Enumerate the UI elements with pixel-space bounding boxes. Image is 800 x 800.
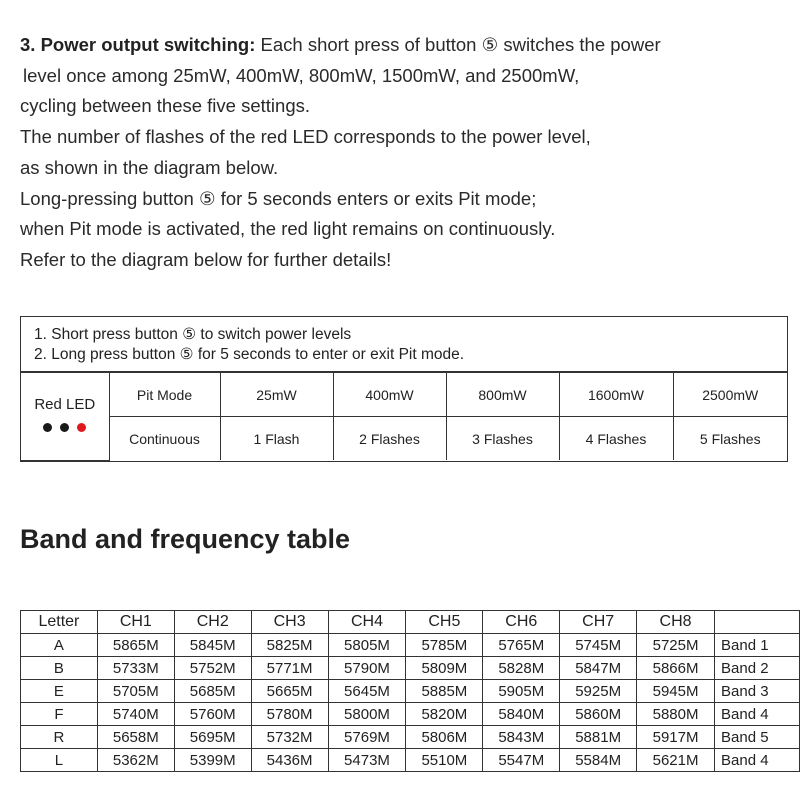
power-header-cell: Pit Mode <box>109 373 220 417</box>
power-header-cell: 2500mW <box>673 373 787 417</box>
table-row <box>21 749 800 772</box>
frequency-cell: 5806M <box>406 726 483 749</box>
frequency-cell: 5785M <box>406 634 483 657</box>
power-value-row <box>21 417 787 461</box>
led-indicator-dots <box>43 423 86 432</box>
frequency-cell: 5925M <box>560 680 637 703</box>
power-level-table <box>20 316 788 462</box>
led-dot-icon <box>60 423 69 432</box>
frequency-cell: 5769M <box>328 726 406 749</box>
frequency-cell: 5732M <box>251 726 328 749</box>
frequency-cell: 5780M <box>251 703 328 726</box>
frequency-cell: 5685M <box>174 680 251 703</box>
frequency-cell: 5880M <box>637 703 715 726</box>
instruction-line: cycling between these five settings. <box>20 95 310 117</box>
column-header: CH7 <box>560 611 637 634</box>
frequency-cell: 5771M <box>251 657 328 680</box>
column-header: CH4 <box>328 611 406 634</box>
power-header-cell: 400mW <box>333 373 446 417</box>
frequency-cell: 5945M <box>637 680 715 703</box>
led-dot-icon <box>43 423 52 432</box>
power-value-cell: 5 Flashes <box>673 417 787 461</box>
frequency-cell: 5825M <box>251 634 328 657</box>
band-name-cell: Band 3 <box>715 680 800 703</box>
frequency-cell: 5800M <box>328 703 406 726</box>
led-dot-icon <box>77 423 86 432</box>
power-value-cell: 3 Flashes <box>446 417 559 461</box>
red-led-label: Red LED <box>34 396 96 414</box>
power-level-grid <box>21 372 787 461</box>
power-value-cell: 2 Flashes <box>333 417 446 461</box>
band-letter-cell: L <box>21 749 98 772</box>
red-led-cell <box>21 373 109 461</box>
band-letter-cell: R <box>21 726 98 749</box>
frequency-cell: 5740M <box>97 703 174 726</box>
frequency-cell: 5809M <box>406 657 483 680</box>
table-row <box>21 726 800 749</box>
frequency-cell: 5828M <box>483 657 560 680</box>
column-header: CH1 <box>97 611 174 634</box>
power-value-cell: 4 Flashes <box>559 417 673 461</box>
frequency-cell: 5865M <box>97 634 174 657</box>
instruction-text: Each short press of button ⑤ switches the power <box>255 34 661 55</box>
section-title: 3. Power output switching: <box>20 34 256 55</box>
band-name-cell: Band 5 <box>715 726 800 749</box>
frequency-cell: 5881M <box>560 726 637 749</box>
frequency-cell: 5765M <box>483 634 560 657</box>
power-value-cell: 1 Flash <box>220 417 333 461</box>
frequency-cell: 5665M <box>251 680 328 703</box>
note-long-press: 2. Long press button ⑤ for 5 seconds to enter or exit Pit mode. <box>34 346 465 363</box>
frequency-cell: 5905M <box>483 680 560 703</box>
instruction-line: Long-pressing button ⑤ for 5 seconds enters or exits Pit mode; <box>20 187 537 209</box>
column-header: CH3 <box>251 611 328 634</box>
band-name-cell: Band 1 <box>715 634 800 657</box>
band-table-heading: Band and frequency table <box>20 524 351 554</box>
frequency-cell: 5745M <box>560 634 637 657</box>
frequency-cell: 5645M <box>328 680 406 703</box>
frequency-cell: 5584M <box>560 749 637 772</box>
frequency-cell: 5362M <box>97 749 174 772</box>
frequency-cell: 5820M <box>406 703 483 726</box>
table-row <box>21 703 800 726</box>
frequency-cell: 5725M <box>637 634 715 657</box>
instruction-line <box>20 30 790 61</box>
column-header: CH8 <box>637 611 715 634</box>
power-value-cell: Continuous <box>109 417 220 461</box>
power-notes <box>21 317 787 372</box>
band-letter-cell: F <box>21 703 98 726</box>
band-letter-cell: E <box>21 680 98 703</box>
frequency-cell: 5621M <box>637 749 715 772</box>
table-row <box>21 634 800 657</box>
frequency-cell: 5733M <box>97 657 174 680</box>
power-switching-instructions <box>20 30 790 276</box>
frequency-cell: 5790M <box>328 657 406 680</box>
power-header-cell: 25mW <box>220 373 333 417</box>
band-name-cell: Band 4 <box>715 749 800 772</box>
band-frequency-table <box>20 610 800 772</box>
instruction-line: Refer to the diagram below for further details! <box>20 248 392 270</box>
power-header-cell: 800mW <box>446 373 559 417</box>
frequency-cell: 5473M <box>328 749 406 772</box>
band-letter-cell: B <box>21 657 98 680</box>
power-header-cell: 1600mW <box>559 373 673 417</box>
frequency-cell: 5705M <box>97 680 174 703</box>
frequency-cell: 5885M <box>406 680 483 703</box>
column-header <box>715 611 800 634</box>
band-name-cell: Band 2 <box>715 657 800 680</box>
column-header-letter: Letter <box>21 611 98 634</box>
frequency-cell: 5847M <box>560 657 637 680</box>
frequency-cell: 5860M <box>560 703 637 726</box>
power-header-row <box>21 373 787 417</box>
table-row <box>21 657 800 680</box>
frequency-cell: 5752M <box>174 657 251 680</box>
instruction-line: when Pit mode is activated, the red light remains on continuously. <box>20 218 556 240</box>
band-name-cell: Band 4 <box>715 703 800 726</box>
instruction-line: level once among 25mW, 400mW, 800mW, 1500mW, and 2500mW, <box>23 64 580 86</box>
band-letter-cell: A <box>21 634 98 657</box>
frequency-cell: 5399M <box>174 749 251 772</box>
frequency-cell: 5843M <box>483 726 560 749</box>
frequency-cell: 5866M <box>637 657 715 680</box>
instruction-line: as shown in the diagram below. <box>20 156 279 178</box>
frequency-cell: 5805M <box>328 634 406 657</box>
column-header: CH2 <box>174 611 251 634</box>
frequency-cell: 5845M <box>174 634 251 657</box>
frequency-cell: 5695M <box>174 726 251 749</box>
frequency-cell: 5658M <box>97 726 174 749</box>
band-header-row <box>21 611 800 634</box>
column-header: CH6 <box>483 611 560 634</box>
note-short-press: 1. Short press button ⑤ to switch power levels <box>34 326 352 343</box>
frequency-cell: 5760M <box>174 703 251 726</box>
instruction-line: The number of flashes of the red LED corresponds to the power level, <box>20 126 591 148</box>
frequency-cell: 5510M <box>406 749 483 772</box>
band-table-body <box>21 634 800 772</box>
table-row <box>21 680 800 703</box>
frequency-cell: 5840M <box>483 703 560 726</box>
frequency-cell: 5547M <box>483 749 560 772</box>
frequency-cell: 5917M <box>637 726 715 749</box>
frequency-cell: 5436M <box>251 749 328 772</box>
column-header: CH5 <box>406 611 483 634</box>
